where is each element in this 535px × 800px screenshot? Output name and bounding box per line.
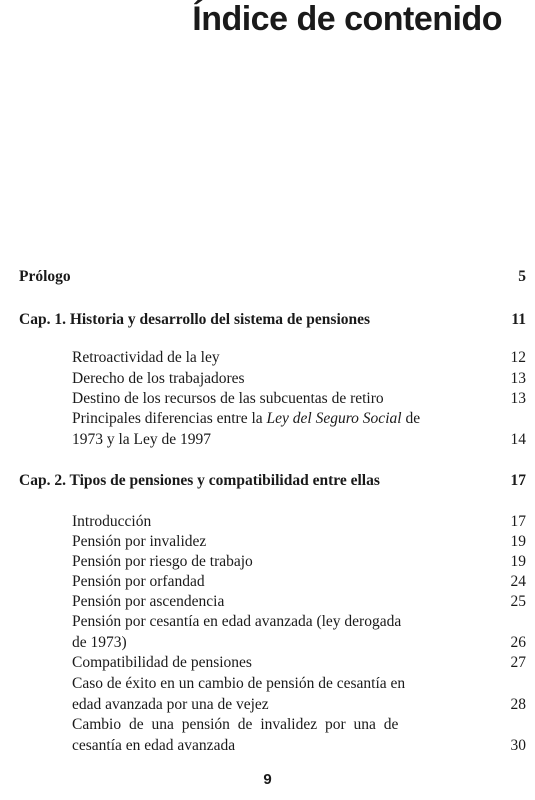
toc-entry-label: edad avanzada por una de vejez	[72, 696, 269, 713]
toc-entry-label: Destino de los recursos de las subcuentas de retiro	[72, 390, 384, 407]
toc-entry-label: 1973 y la Ley de 1997	[72, 431, 212, 448]
toc-entry-page: 13	[510, 390, 526, 407]
toc-entry-label: Pensión por invalidez	[72, 533, 207, 550]
page-number: 9	[263, 771, 272, 788]
toc-entry-label: Cap. 2. Tipos de pensiones y compatibilidad entre ellas	[19, 472, 380, 489]
toc-entry-page: 5	[518, 268, 526, 285]
toc-entry-page: 17	[510, 513, 526, 530]
toc-entry-page: 25	[510, 593, 526, 610]
toc-entry-label: cesantía en edad avanzada	[72, 737, 236, 754]
toc-entry-label: Pensión por cesantía en edad avanzada (ley derogada	[72, 613, 402, 630]
page-title: Índice de contenido	[192, 0, 502, 38]
toc-entry-label: Prólogo	[19, 268, 71, 285]
toc-entry-label: Cap. 1. Historia y desarrollo del sistema de pensiones	[19, 311, 371, 328]
toc-entry-label: Retroactividad de la ley	[72, 349, 220, 366]
toc-entry-label: Cambio de una pensión de invalidez por una de	[72, 716, 399, 733]
toc-entry-page: 30	[510, 737, 526, 754]
toc-entry-page: 26	[510, 634, 526, 651]
toc-entry-label: Caso de éxito en un cambio de pensión de cesantía en	[72, 675, 406, 692]
toc-entry-label: Pensión por orfandad	[72, 573, 205, 590]
toc-entry-page: 24	[510, 573, 526, 590]
toc-entry-label: Pensión por riesgo de trabajo	[72, 553, 253, 570]
toc-entry-label: Derecho de los trabajadores	[72, 370, 245, 387]
toc-entry-page: 14	[510, 431, 526, 448]
toc-entry-page: 13	[510, 370, 526, 387]
toc-entry-page: 28	[510, 696, 526, 713]
toc-entry-page: 12	[510, 349, 526, 366]
toc-entry-page: 19	[510, 553, 526, 570]
toc-entry-page: 11	[511, 311, 526, 328]
toc-entry-label: Introducción	[72, 513, 152, 530]
toc-entry-page: 17	[510, 472, 526, 489]
toc-entry-label: Compatibilidad de pensiones	[72, 654, 252, 671]
toc-entry-label: Principales diferencias entre la Ley del Seguro Social de	[72, 410, 421, 427]
toc-entry-label: Pensión por ascendencia	[72, 593, 225, 610]
toc-entry-page: 27	[510, 654, 526, 671]
toc-entry-label: de 1973)	[72, 634, 127, 651]
toc-entry-page: 19	[510, 533, 526, 550]
